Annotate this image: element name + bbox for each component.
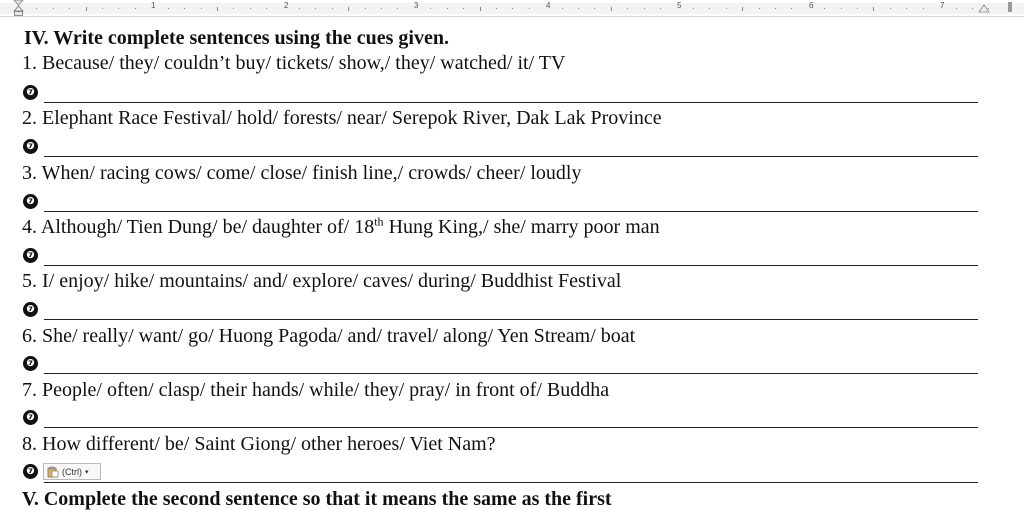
ruler-dot [660,8,661,9]
question-5: 5. I/ enjoy/ hike/ mountains/ and/ explore/ caves/ during/ Buddhist Festival [22,270,622,292]
ruler-dot [102,8,103,9]
ruler-dot [627,8,628,9]
ruler-tick [742,7,743,11]
ruler-dot [709,8,710,9]
ruler-dot [759,8,760,9]
bullet-icon: ❼ [23,410,38,425]
ruler-dot [184,8,185,9]
ruler-dot [299,8,300,9]
ruler-dot [594,8,595,9]
next-section-heading: V. Complete the second sentence so that it means the same as the first [22,488,612,510]
ruler-dot [512,8,513,9]
ruler-tick [348,7,349,11]
ruler-number: 6 [809,1,814,10]
answer-line[interactable] [44,211,978,212]
question-8: 8. How different/ be/ Saint Giong/ other heroes/ Viet Nam? [22,433,496,455]
ruler-dot [841,8,842,9]
ruler-dot [315,8,316,9]
ruler-dot [201,8,202,9]
question-1: 1. Because/ they/ couldn’t buy/ tickets/ show,/ they/ watched/ it/ TV [22,52,566,74]
ruler-number: 2 [284,1,289,10]
ordinal-suffix: th [374,214,384,229]
question-7: 7. People/ often/ clasp/ their hands/ while/ they/ pray/ in front of/ Buddha [22,379,610,401]
ruler-dot [36,8,37,9]
question-2: 2. Elephant Race Festival/ hold/ forests/ near/ Serepok River, Dak Lak Province [22,107,662,129]
right-indent-marker-icon[interactable] [978,3,990,13]
bullet-icon: ❼ [23,85,38,100]
horizontal-ruler[interactable] [0,0,1024,17]
document-page[interactable] [0,17,1024,510]
ruler-tick [611,7,612,11]
ruler-dot [824,8,825,9]
ruler-dot [644,8,645,9]
answer-line[interactable] [44,156,978,157]
bullet-icon: ❼ [23,464,38,479]
ruler-dot [775,8,776,9]
ruler-tick [873,7,874,11]
bullet-icon: ❼ [23,356,38,371]
ruler-dot [923,8,924,9]
answer-line[interactable] [44,102,978,103]
indent-marker-icon[interactable] [14,0,23,16]
ruler-dot [578,8,579,9]
ruler-number: 5 [677,1,682,10]
ruler-number: 3 [414,1,419,10]
ruler-tick [86,7,87,11]
ruler-dot [430,8,431,9]
ruler-dot [53,8,54,9]
ruler-end-marker [1008,2,1012,12]
question-4-text: 4. Although/ Tien Dung/ be/ daughter of/ 18 [22,216,375,238]
ruler-dot [233,8,234,9]
ruler-dot [168,8,169,9]
question-4 [22,216,660,239]
ruler-number: 4 [546,1,551,10]
ruler-dot [69,8,70,9]
ruler-number: 7 [940,1,945,10]
ruler-dot [266,8,267,9]
ruler-dot [118,8,119,9]
ruler-dot [956,8,957,9]
ruler-dot [397,8,398,9]
ruler-dot [972,8,973,9]
answer-line[interactable] [44,482,978,483]
bullet-icon: ❼ [23,302,38,317]
bullet-icon: ❼ [23,248,38,263]
ruler-dot [906,8,907,9]
ruler-dot [365,8,366,9]
question-3: 3. When/ racing cows/ come/ close/ finish line,/ crowds/ cheer/ loudly [22,162,582,184]
bullet-icon: ❼ [23,139,38,154]
paste-options-button[interactable] [43,463,101,480]
ruler-dot [562,8,563,9]
paste-options-label: (Ctrl) [62,466,82,477]
clipboard-icon [47,466,59,478]
answer-line[interactable] [44,319,978,320]
ruler-number: 1 [151,1,156,10]
bullet-icon: ❼ [23,194,38,209]
answer-line[interactable] [44,427,978,428]
ruler-dot [791,8,792,9]
question-4-text-end: Hung King,/ she/ marry poor man [383,216,660,238]
section-heading: IV. Write complete sentences using the cues given. [24,27,449,49]
answer-line[interactable] [44,265,978,266]
ruler-dot [381,8,382,9]
ruler-dot [529,8,530,9]
ruler-dot [890,8,891,9]
ruler-tick [217,7,218,11]
ruler-dot [447,8,448,9]
answer-line[interactable] [44,373,978,374]
ruler-dot [496,8,497,9]
question-6: 6. She/ really/ want/ go/ Huong Pagoda/ and/ travel/ along/ Yen Stream/ boat [22,325,636,347]
ruler-dot [857,8,858,9]
ruler-dot [250,8,251,9]
ruler-dot [463,8,464,9]
ruler-dot [332,8,333,9]
ruler-tick [480,7,481,11]
ruler-dot [135,8,136,9]
ruler-dot [693,8,694,9]
ruler-dot [726,8,727,9]
chevron-down-icon: ▾ [85,468,89,476]
